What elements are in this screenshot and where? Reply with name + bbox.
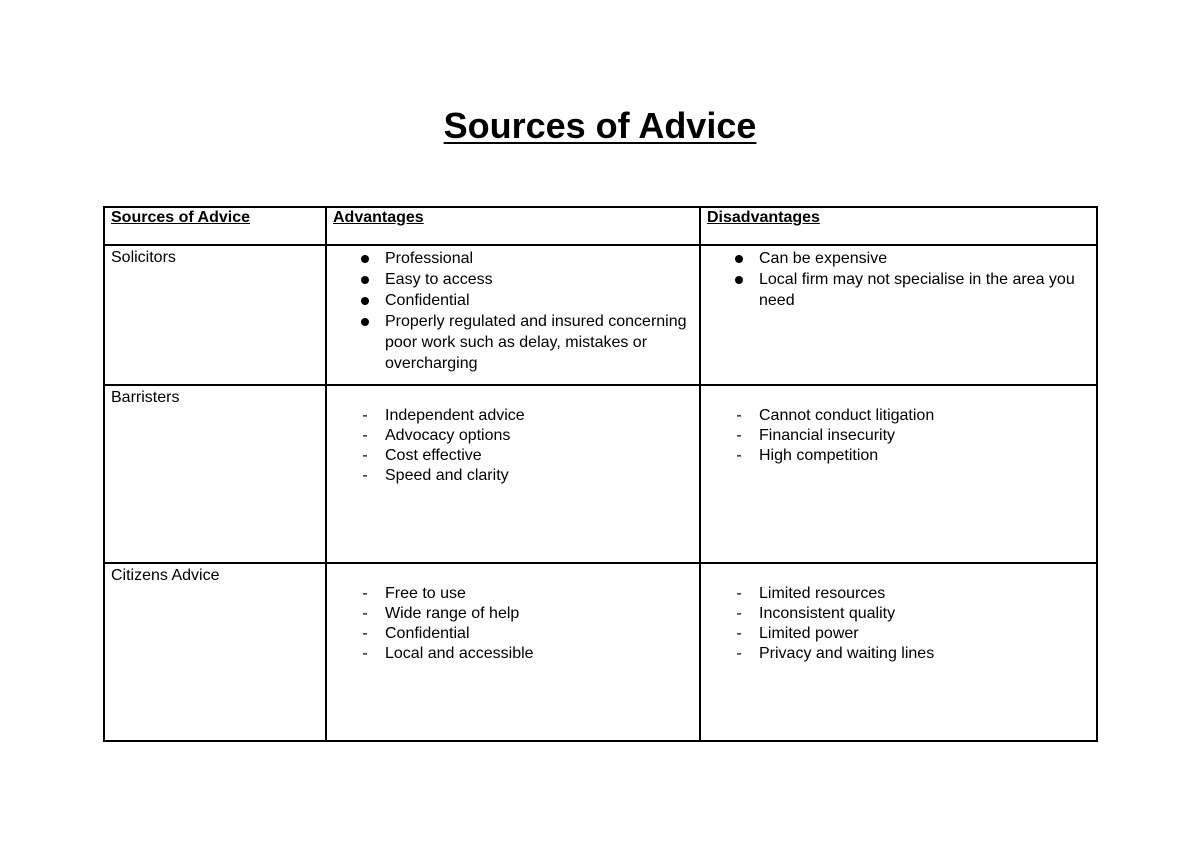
advice-table xyxy=(103,206,1098,742)
dash-icon: - xyxy=(736,427,742,444)
list-item: - Limited power xyxy=(707,624,1090,644)
disadvantages-cell xyxy=(700,385,1097,563)
list-item: - Speed and clarity xyxy=(333,466,693,486)
dash-icon: - xyxy=(736,407,742,424)
disadvantages-cell xyxy=(700,563,1097,741)
header-disadvantages: Disadvantages xyxy=(700,207,1097,245)
advantages-cell xyxy=(326,563,700,741)
dash-icon: - xyxy=(736,447,742,464)
bullet-icon xyxy=(361,276,369,284)
list-item: - Inconsistent quality xyxy=(707,604,1090,624)
list-item: Local firm may not specialise in the area you need xyxy=(707,269,1090,311)
bullet-icon xyxy=(361,318,369,326)
dash-icon: - xyxy=(362,605,368,622)
dash-icon: - xyxy=(362,585,368,602)
header-sources: Sources of Advice xyxy=(104,207,326,245)
table-row-solicitors xyxy=(104,245,1097,385)
table-header-row xyxy=(104,207,1097,245)
bullet-icon xyxy=(361,297,369,305)
list-item: - Advocacy options xyxy=(333,426,693,446)
source-cell: Citizens Advice xyxy=(104,563,326,741)
list-item: Easy to access xyxy=(333,269,693,290)
dash-icon: - xyxy=(362,407,368,424)
advantages-list xyxy=(333,406,693,486)
bullet-icon xyxy=(735,276,743,284)
advantages-cell xyxy=(326,385,700,563)
disadvantages-list xyxy=(707,248,1090,311)
page-title: Sources of Advice xyxy=(443,105,757,146)
list-item: - Confidential xyxy=(333,624,693,644)
table-row-citizens-advice xyxy=(104,563,1097,741)
disadvantages-list xyxy=(707,584,1090,664)
list-item: - Cost effective xyxy=(333,446,693,466)
list-item: - Privacy and waiting lines xyxy=(707,644,1090,664)
table-row-barristers xyxy=(104,385,1097,563)
dash-icon: - xyxy=(362,645,368,662)
bullet-icon xyxy=(735,255,743,263)
advantages-list xyxy=(333,248,693,374)
bullet-icon xyxy=(361,255,369,263)
disadvantages-list xyxy=(707,406,1090,466)
header-advantages: Advantages xyxy=(326,207,700,245)
list-item: Can be expensive xyxy=(707,248,1090,269)
list-item: - Wide range of help xyxy=(333,604,693,624)
disadvantages-cell xyxy=(700,245,1097,385)
advantages-list xyxy=(333,584,693,664)
list-item: - Limited resources xyxy=(707,584,1090,604)
dash-icon: - xyxy=(736,645,742,662)
dash-icon: - xyxy=(362,625,368,642)
source-cell: Solicitors xyxy=(104,245,326,385)
dash-icon: - xyxy=(362,467,368,484)
list-item: - Financial insecurity xyxy=(707,426,1090,446)
dash-icon: - xyxy=(736,625,742,642)
source-cell: Barristers xyxy=(104,385,326,563)
list-item: Professional xyxy=(333,248,693,269)
dash-icon: - xyxy=(362,447,368,464)
dash-icon: - xyxy=(736,585,742,602)
list-item: Properly regulated and insured concerning poor work such as delay, mistakes or overcharging xyxy=(333,311,693,374)
dash-icon: - xyxy=(736,605,742,622)
list-item: Confidential xyxy=(333,290,693,311)
list-item: - Independent advice xyxy=(333,406,693,426)
advantages-cell xyxy=(326,245,700,385)
dash-icon: - xyxy=(362,427,368,444)
list-item: - Cannot conduct litigation xyxy=(707,406,1090,426)
list-item: - High competition xyxy=(707,446,1090,466)
list-item: - Local and accessible xyxy=(333,644,693,664)
list-item: - Free to use xyxy=(333,584,693,604)
